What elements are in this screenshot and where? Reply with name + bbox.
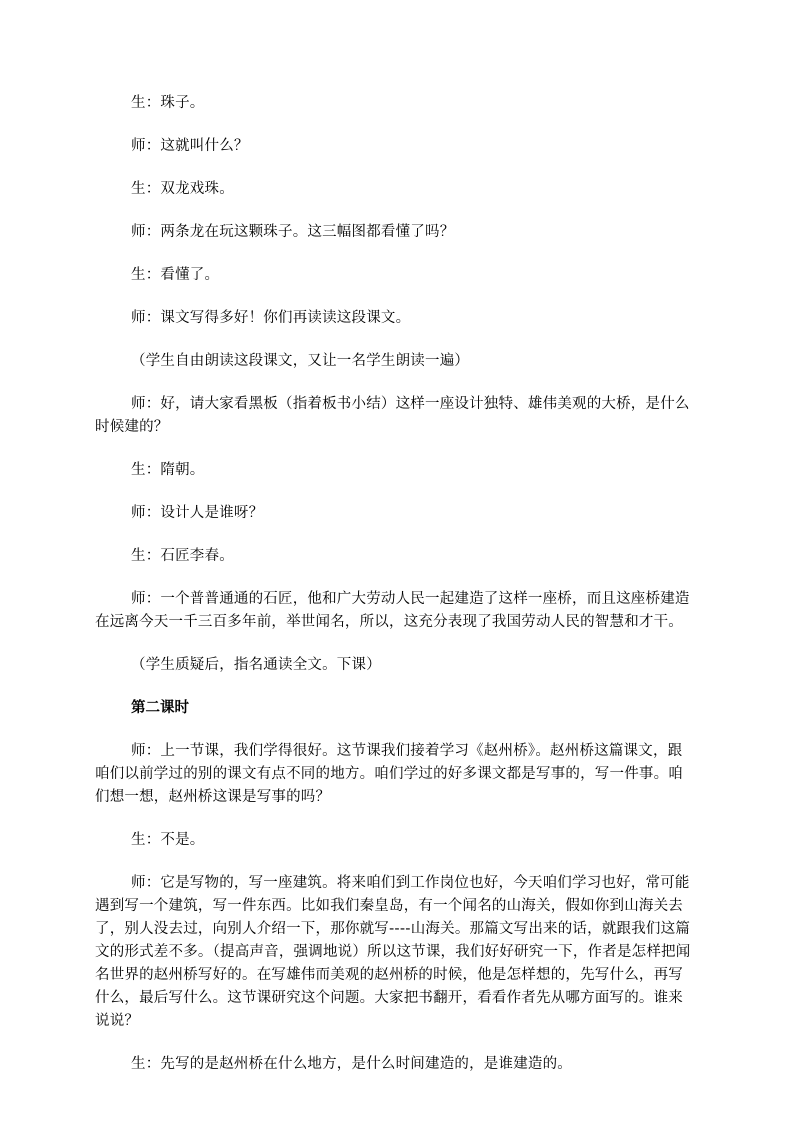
stage-note: （学生自由朗读这段课文，又让一名学生朗读一遍） [131, 353, 470, 369]
dialogue-line: 生：隋朝。 [131, 462, 205, 478]
dialogue-line: 生：珠子。 [131, 95, 205, 111]
dialogue-line: 师：课文写得多好！你们再读读这段课文。 [131, 310, 411, 326]
dialogue-paragraph: 师：上一节课，我们学得很好。这节课我们接着学习《赵州桥》。赵州桥这篇课文，跟咱们以前学过的别的课文有点不同的地方。咱们学过的好多课文都是写事的，写一件事。咱们想一想，赵州桥这课是写事的吗？ [95, 743, 683, 805]
dialogue-line: 生：看懂了。 [131, 267, 220, 283]
dialogue-paragraph: 师：一个普普通通的石匠，他和广大劳动人民一起建造了这样一座桥，而且这座桥建造在远离今天一千三百多年前，举世闻名，所以，这充分表现了我国劳动人民的智慧和才干。 [95, 591, 690, 630]
dialogue-line: 师：两条龙在玩这颗珠子。这三幅图都看懂了吗？ [131, 224, 455, 240]
dialogue-line: 生：不是。 [131, 832, 205, 848]
stage-note: （学生质疑后，指名通读全文。下课） [131, 657, 381, 673]
dialogue-paragraph: 师：好，请大家看黑板（指着板书小结）这样一座设计独特、雄伟美观的大桥，是什么时候建的？ [95, 396, 690, 435]
dialogue-line: 师：这就叫什么？ [131, 138, 249, 154]
dialogue-line: 生：石匠李春。 [131, 548, 234, 564]
dialogue-line: 生：先写的是赵州桥在什么地方，是什么时间建造的，是谁建造的。 [131, 1056, 572, 1072]
dialogue-paragraph: 师：它是写物的，写一座建筑。将来咱们到工作岗位也好，今天咱们学习也好，常可能遇到写一个建筑，写一件东西。比如我们秦皇岛，有一个闻名的山海关，假如你到山海关去了，别人没去过，向别人介绍一下，那你就写----山海关。那篇文写出来的话，就跟我们这篇文的形式差不多。（提高声音，强调地说）所以这节课，我们好好研究一下，作者是怎样把闻名世界的赵州桥写好的。在写雄伟而美观的赵州桥的时候，他是怎样想的，先写什么，再写什么，最后写什么。这节课研究这个问题。大家把书翻开，看看作者先从哪方面写的。谁来说说？ [95, 875, 691, 1029]
document-body [95, 92, 696, 1096]
dialogue-line: 生：双龙戏珠。 [131, 181, 234, 197]
dialogue-line: 师：设计人是谁呀？ [131, 505, 264, 521]
section-heading: 第二课时 [131, 700, 189, 716]
